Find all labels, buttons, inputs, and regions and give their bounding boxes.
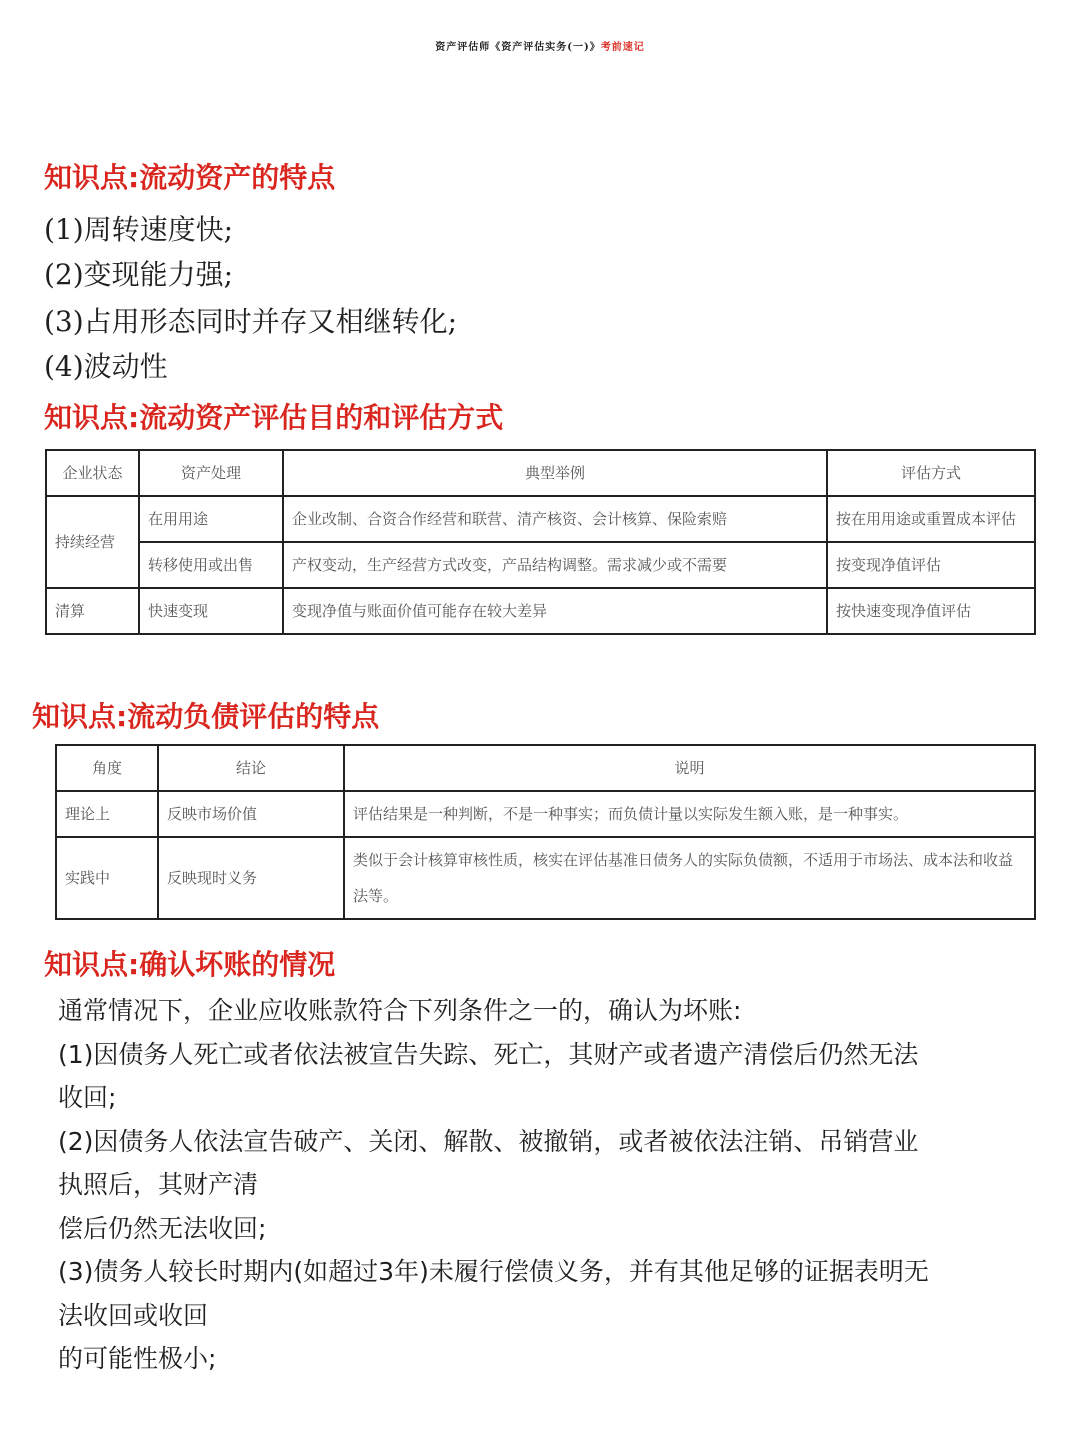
handling-cell: 转移使用或出售	[139, 542, 283, 588]
paragraph-line: 偿后仍然无法收回;	[58, 1213, 267, 1243]
description-cell: 评估结果是一种判断，不是一种事实；而负债计量以实际发生额入账，是一种事实。	[344, 791, 1035, 837]
state-cell: 持续经营	[46, 496, 139, 588]
section1-item-2: (2)变现能力强;	[44, 258, 234, 291]
conclusion-cell: 反映市场价值	[158, 791, 344, 837]
section1-item-3: (3)占用形态同时并存又相继转化;	[44, 305, 458, 338]
header-cell: 评估方式	[827, 450, 1035, 496]
method-cell: 按在用用途或重置成本评估	[827, 496, 1035, 542]
header-cell: 角度	[56, 745, 158, 791]
title-highlight: 考前速记	[600, 42, 645, 53]
paragraph-line: (3)债务人较长时期内(如超过3年)未履行偿债义务，并有其他足够的证据表明无	[58, 1257, 929, 1286]
section1-heading: 知识点:流动资产的特点	[44, 161, 336, 194]
section1-item-1: (1)周转速度快;	[44, 213, 234, 246]
table-row	[56, 837, 1035, 919]
table-header-row	[56, 745, 1035, 791]
table-row	[56, 791, 1035, 837]
paragraph-line: 执照后，其财产清	[58, 1170, 259, 1199]
table-row	[46, 496, 1035, 542]
example-cell: 企业改制、合资合作经营和联营、清产核资、会计核算、保险索赔	[283, 496, 827, 542]
title-main: 资产评估师《资产评估实务(一)》	[435, 42, 601, 53]
angle-cell: 理论上	[56, 791, 158, 837]
bad-debt-paragraph	[58, 989, 1048, 1381]
header-cell: 结论	[158, 745, 344, 791]
example-cell: 产权变动，生产经营方式改变，产品结构调整。需求减少或不需要	[283, 542, 827, 588]
method-cell: 按快速变现净值评估	[827, 588, 1035, 634]
paragraph-line: 收回;	[58, 1083, 117, 1112]
paragraph-line: 通常情况下，企业应收账款符合下列条件之一的，确认为坏账:	[58, 996, 742, 1025]
section2-heading: 知识点:流动资产评估目的和评估方式	[44, 401, 504, 434]
state-cell: 清算	[46, 588, 139, 634]
header-cell: 说明	[344, 745, 1035, 791]
table-row	[46, 588, 1035, 634]
page-title	[0, 38, 1080, 53]
paragraph-line: 的可能性极小;	[58, 1344, 217, 1373]
angle-cell: 实践中	[56, 837, 158, 919]
paragraph-line: (2)因债务人依法宣告破产、关闭、解散、被撤销，或者被依法注销、吊销营业	[58, 1126, 919, 1156]
description-cell: 类似于会计核算审核性质，核实在评估基准日债务人的实际负债额，不适用于市场法、成本法和收益法等。	[344, 837, 1035, 919]
example-cell: 变现净值与账面价值可能存在较大差异	[283, 588, 827, 634]
paragraph-line: 法收回或收回	[58, 1300, 209, 1330]
asset-evaluation-table	[45, 449, 1036, 635]
handling-cell: 快速变现	[139, 588, 283, 634]
table-header-row	[46, 450, 1035, 496]
header-cell: 资产处理	[139, 450, 283, 496]
handling-cell: 在用用途	[139, 496, 283, 542]
conclusion-cell: 反映现时义务	[158, 837, 344, 919]
liability-evaluation-table	[55, 744, 1036, 920]
paragraph-line: (1)因债务人死亡或者依法被宣告失踪、死亡，其财产或者遗产清偿后仍然无法	[58, 1039, 919, 1069]
section4-heading: 知识点:确认坏账的情况	[44, 948, 336, 981]
header-cell: 企业状态	[46, 450, 139, 496]
method-cell: 按变现净值评估	[827, 542, 1035, 588]
section1-item-4: (4)波动性	[44, 350, 168, 383]
section3-heading: 知识点:流动负债评估的特点	[32, 700, 380, 733]
table-row	[46, 542, 1035, 588]
header-cell: 典型举例	[283, 450, 827, 496]
